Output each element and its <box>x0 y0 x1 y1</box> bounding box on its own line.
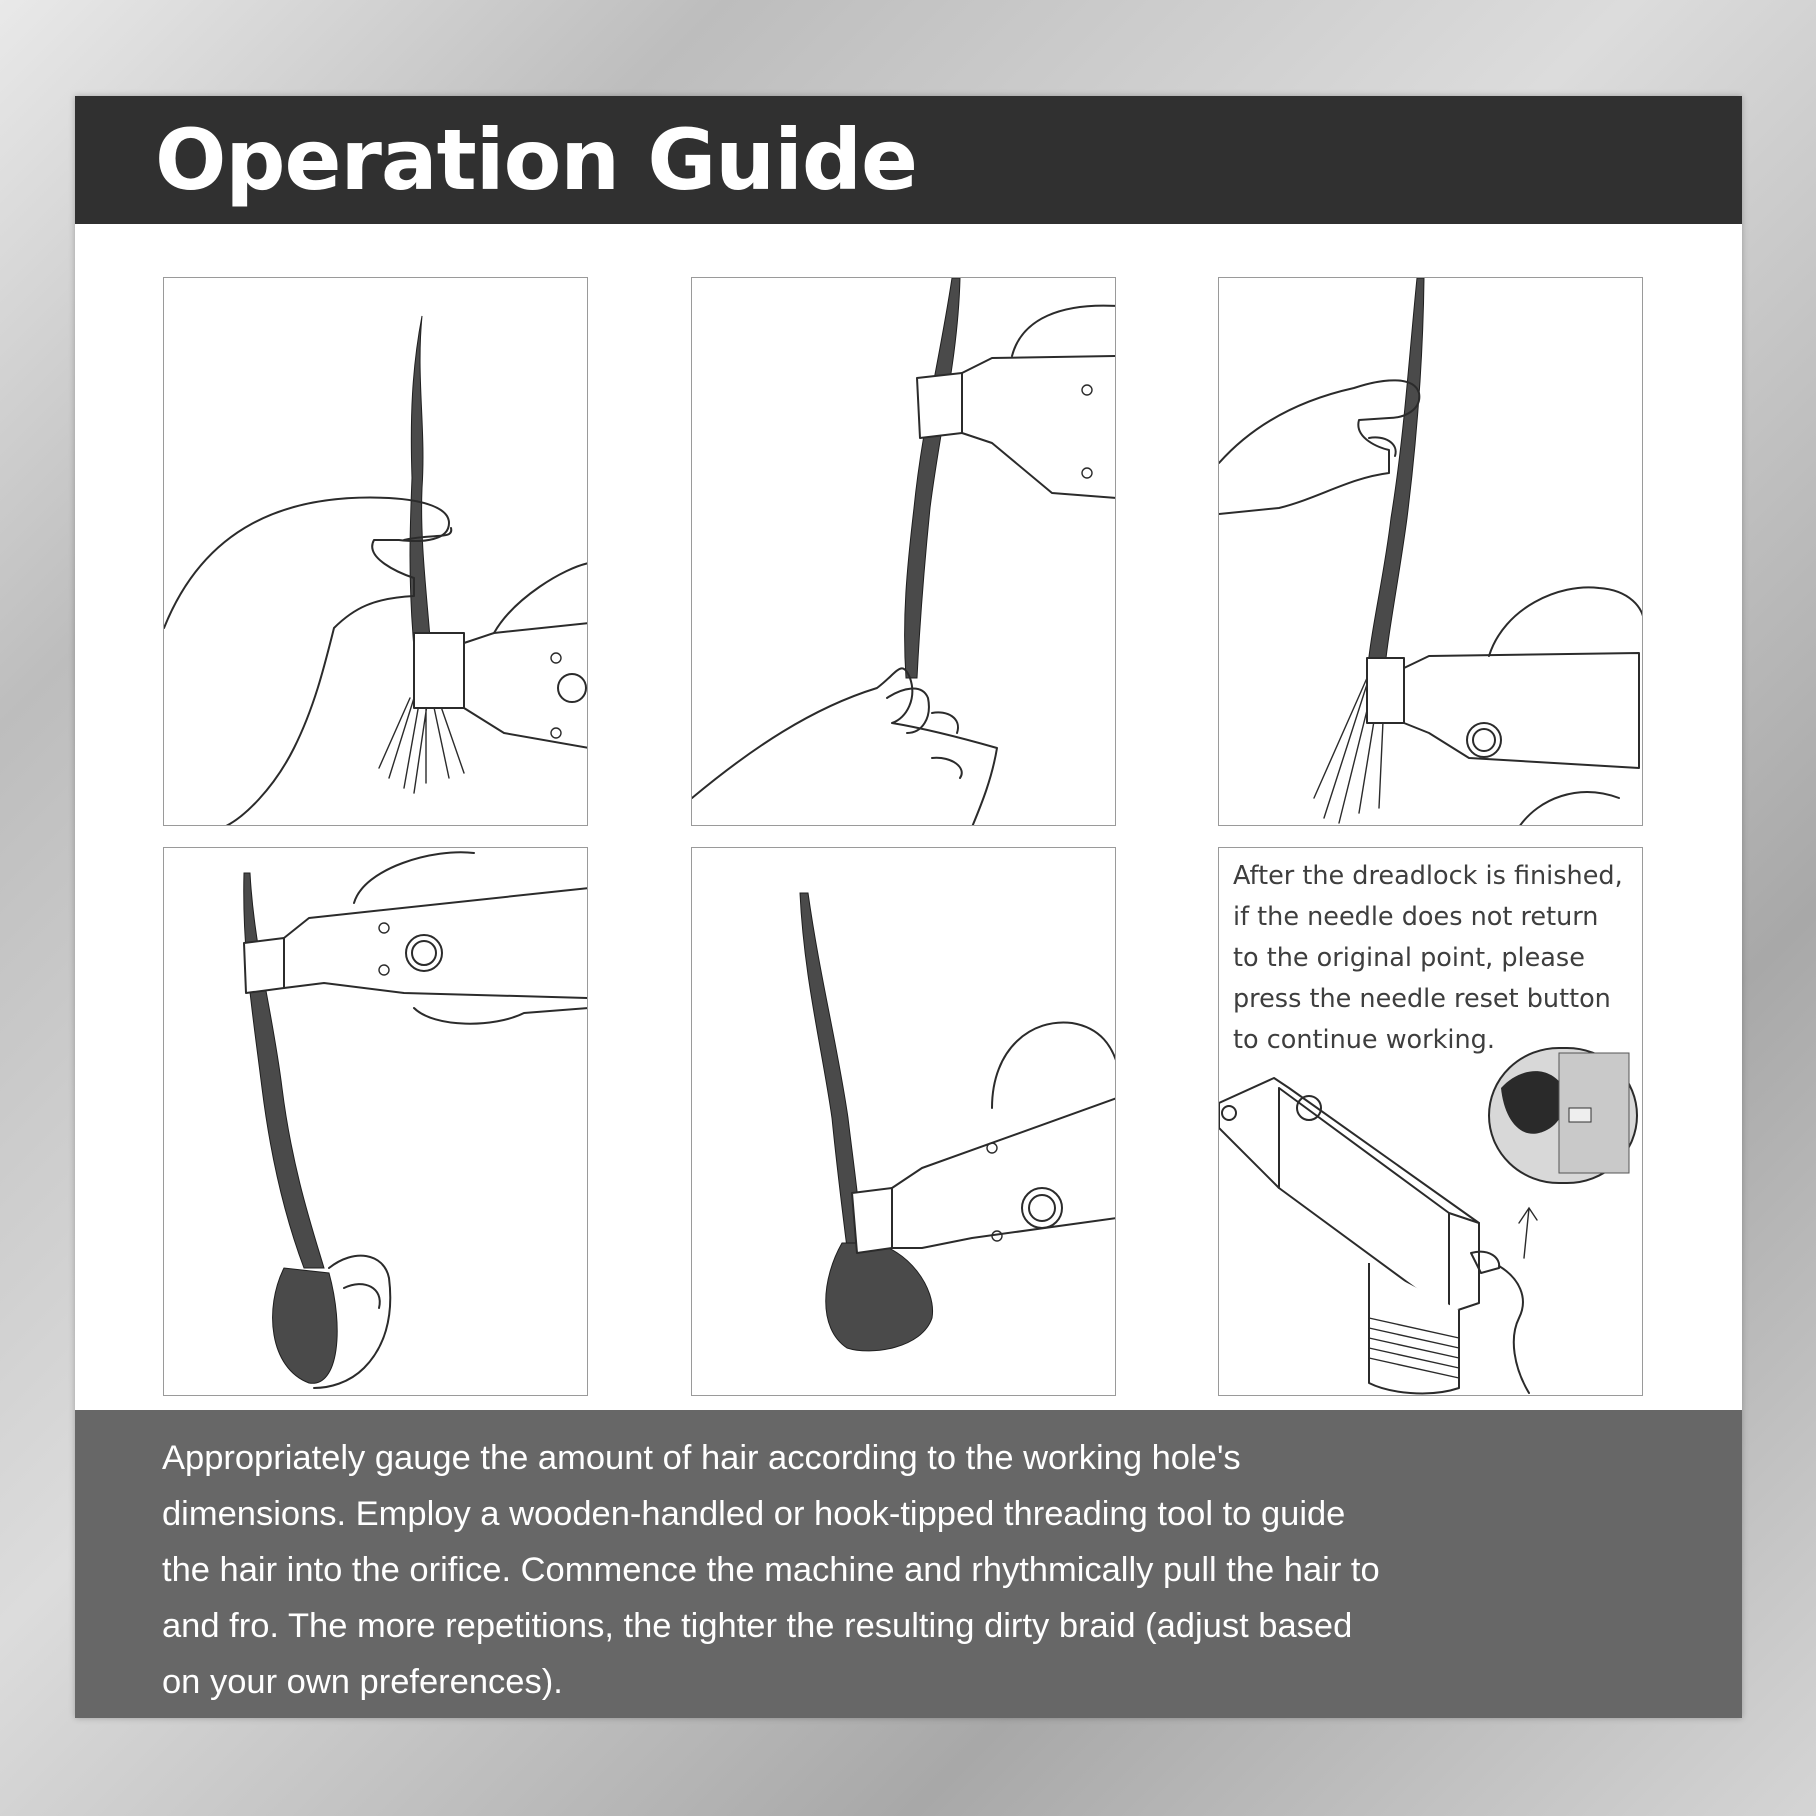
caption-line: and fro. The more repetitions, the tighter the resulting dirty braid (adjust based <box>162 1607 1353 1645</box>
step-5-drawing <box>692 848 1116 1396</box>
needle-reset-note-panel <box>1218 847 1643 1396</box>
note-line: if the needle does not return <box>1233 902 1599 932</box>
step-1-illustration <box>163 277 588 826</box>
step-2-illustration <box>691 277 1116 826</box>
title-bar <box>75 96 1742 224</box>
step-3-drawing <box>1219 278 1643 826</box>
instructions-caption-bar <box>75 1410 1742 1718</box>
reset-button-drawing <box>1219 848 1643 1396</box>
step-2-drawing <box>692 278 1116 826</box>
caption-line: on your own preferences). <box>162 1663 563 1701</box>
caption-line: Appropriately gauge the amount of hair according to the working hole's <box>162 1439 1241 1477</box>
note-line: press the needle reset button <box>1233 984 1611 1014</box>
operation-guide-sheet <box>75 96 1742 1718</box>
step-4-drawing <box>164 848 588 1396</box>
instructions-caption <box>162 1430 1722 1710</box>
page-title: Operation Guide <box>155 111 917 209</box>
caption-line: the hair into the orifice. Commence the machine and rhythmically pull the hair to <box>162 1551 1380 1589</box>
step-1-drawing <box>164 278 588 826</box>
note-line: to the original point, please <box>1233 943 1585 973</box>
note-line: After the dreadlock is finished, <box>1233 861 1623 891</box>
note-line: to continue working. <box>1233 1025 1495 1055</box>
step-3-illustration <box>1218 277 1643 826</box>
step-4-illustration <box>163 847 588 1396</box>
step-5-illustration <box>691 847 1116 1396</box>
caption-line: dimensions. Employ a wooden-handled or hook-tipped threading tool to guide <box>162 1495 1346 1533</box>
